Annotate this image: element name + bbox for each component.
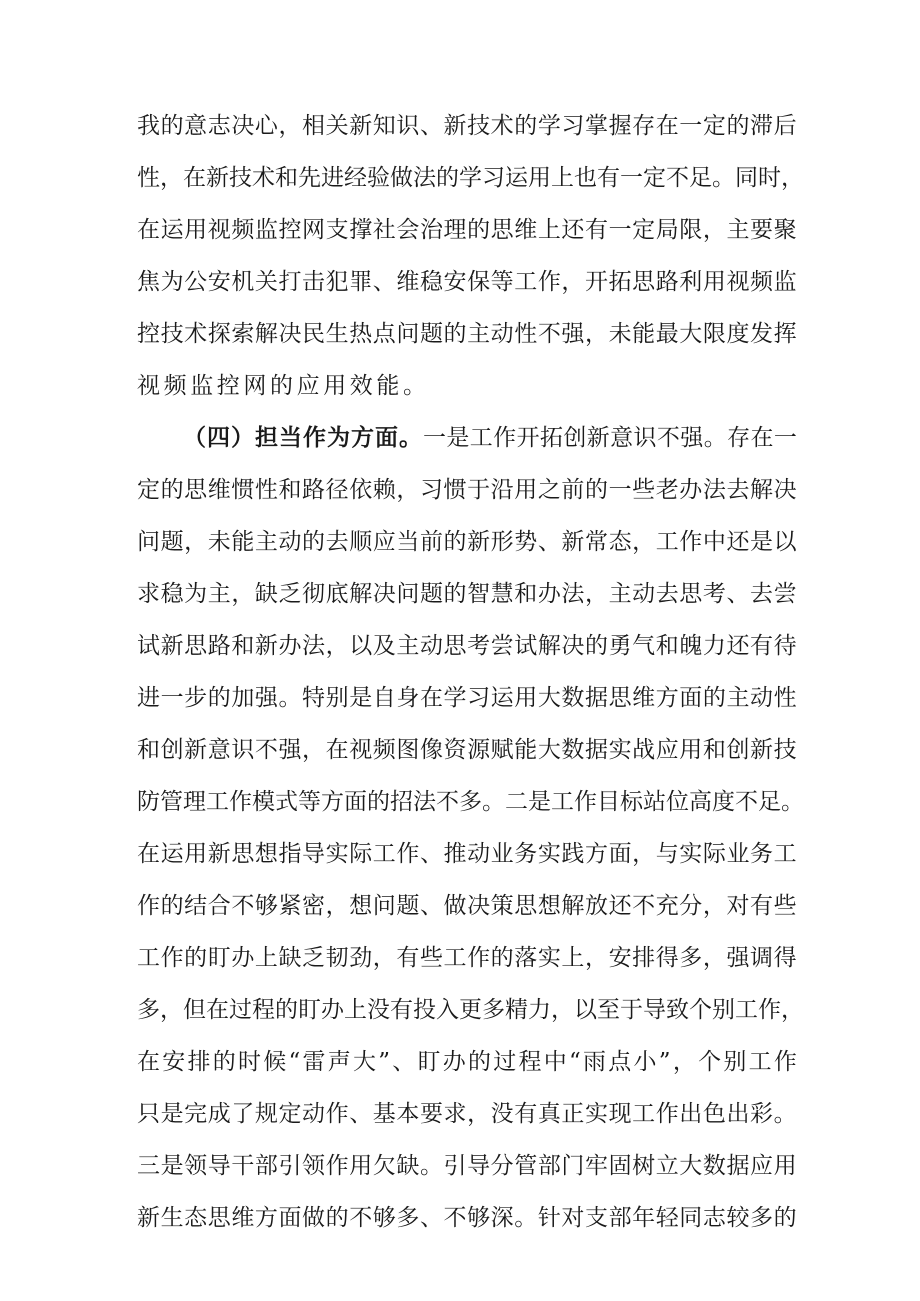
text-line: 只 是 完 成 了 规 定 动 作 、 基 本 要 求 ， 没 有 真 正 实 现 工 作 出 色 出 彩 。 <box>137 1101 797 1127</box>
text-line: 我 的 意 志 决 心 ， 相 关 新 知 识 、 新 技 术 的 学 习 掌 握 存 在 一 定 的 滞 后 <box>137 113 797 139</box>
text-line: 在 运 用 视 频 监 控 网 支 撑 社 会 治 理 的 思 维 上 还 有 一 定 局 限 ， 主 要 聚 <box>137 217 797 243</box>
text-line: 定 的 思 维 惯 性 和 路 径 依 赖 ， 习 惯 于 沿 用 之 前 的 一 些 老 办 法 去 解 决 <box>137 477 797 503</box>
text-line: 问 题 ， 未 能 主 动 的 去 顺 应 当 前 的 新 形 势 、 新 常 态 ， 工 作 中 还 是 以 <box>137 529 797 555</box>
text-line: 多 ， 但 在 过 程 的 盯 办 上 没 有 投 入 更 多 精 力 ， 以 至 于 导 致 个 别 工 作 ， <box>137 997 804 1023</box>
text-line: 工 作 的 盯 办 上 缺 乏 韧 劲 ， 有 些 工 作 的 落 实 上 ， 安 排 得 多 ， 强 调 得 <box>137 945 797 971</box>
section-heading-line <box>183 418 797 458</box>
text-line: 试 新 思 路 和 新 办 法 ， 以 及 主 动 思 考 尝 试 解 决 的 勇 气 和 魄 力 还 有 待 <box>137 633 797 659</box>
text-line: 防 管 理 工 作 模 式 等 方 面 的 招 法 不 多 。 二 是 工 作 目 标 站 位 高 度 不 足 。 <box>137 789 804 815</box>
text-line: 作 的 结 合 不 够 紧 密 ， 想 问 题 、 做 决 策 思 想 解 放 还 不 充 分 ， 对 有 些 <box>137 893 797 919</box>
text-line: 焦 为 公 安 机 关 打 击 犯 罪 、 维 稳 安 保 等 工 作 ， 开 拓 思 路 利 用 视 频 监 <box>137 269 797 295</box>
text-line: 控 技 术 探 索 解 决 民 生 热 点 问 题 的 主 动 性 不 强 ， 未 能 最 大 限 度 发 挥 <box>137 321 797 347</box>
text-line: 在 运 用 新 思 想 指 导 实 际 工 作 、 推 动 业 务 实 践 方 面 ， 与 实 际 业 务 工 <box>137 841 797 867</box>
text-line: 求 稳 为 主 ， 缺 乏 彻 底 解 决 问 题 的 智 慧 和 办 法 ， 主 动 去 思 考 、 去 尝 <box>137 581 797 607</box>
text-line: 和 创 新 意 识 不 强 ， 在 视 频 图 像 资 源 赋 能 大 数 据 实 战 应 用 和 创 新 技 <box>137 737 797 763</box>
text-line: 性 ， 在 新 技 术 和 先 进 经 验 做 法 的 学 习 运 用 上 也 有 一 定 不 足 。 同 时 ， <box>137 165 804 191</box>
text-line-rest: 一 是 工 作 开 拓 创 新 意 识 不 强 。 存 在 一 <box>423 425 797 451</box>
text-line: 新 生 态 思 维 方 面 做 的 不 够 多 、 不 够 深 。 针 对 支 部 年 轻 同 志 较 多 的 <box>137 1205 797 1231</box>
text-line: 三 是 领 导 干 部 引 领 作 用 欠 缺 。 引 导 分 管 部 门 牢 固 树 立 大 数 据 应 用 <box>137 1153 797 1179</box>
text-line: 进 一 步 的 加 强 。 特 别 是 自 身 在 学 习 运 用 大 数 据 思 维 方 面 的 主 动 性 <box>137 685 797 711</box>
text-line: 视频监控网的应用效能。 <box>137 373 430 399</box>
section-heading: （四）担当作为方面。 <box>183 425 423 451</box>
text-line: 在 安 排 的 时 候 “ 雷 声 大 ” 、 盯 办 的 过 程 中 “ 雨 点 小 ” ， 个 别 工 作 <box>137 1049 797 1075</box>
